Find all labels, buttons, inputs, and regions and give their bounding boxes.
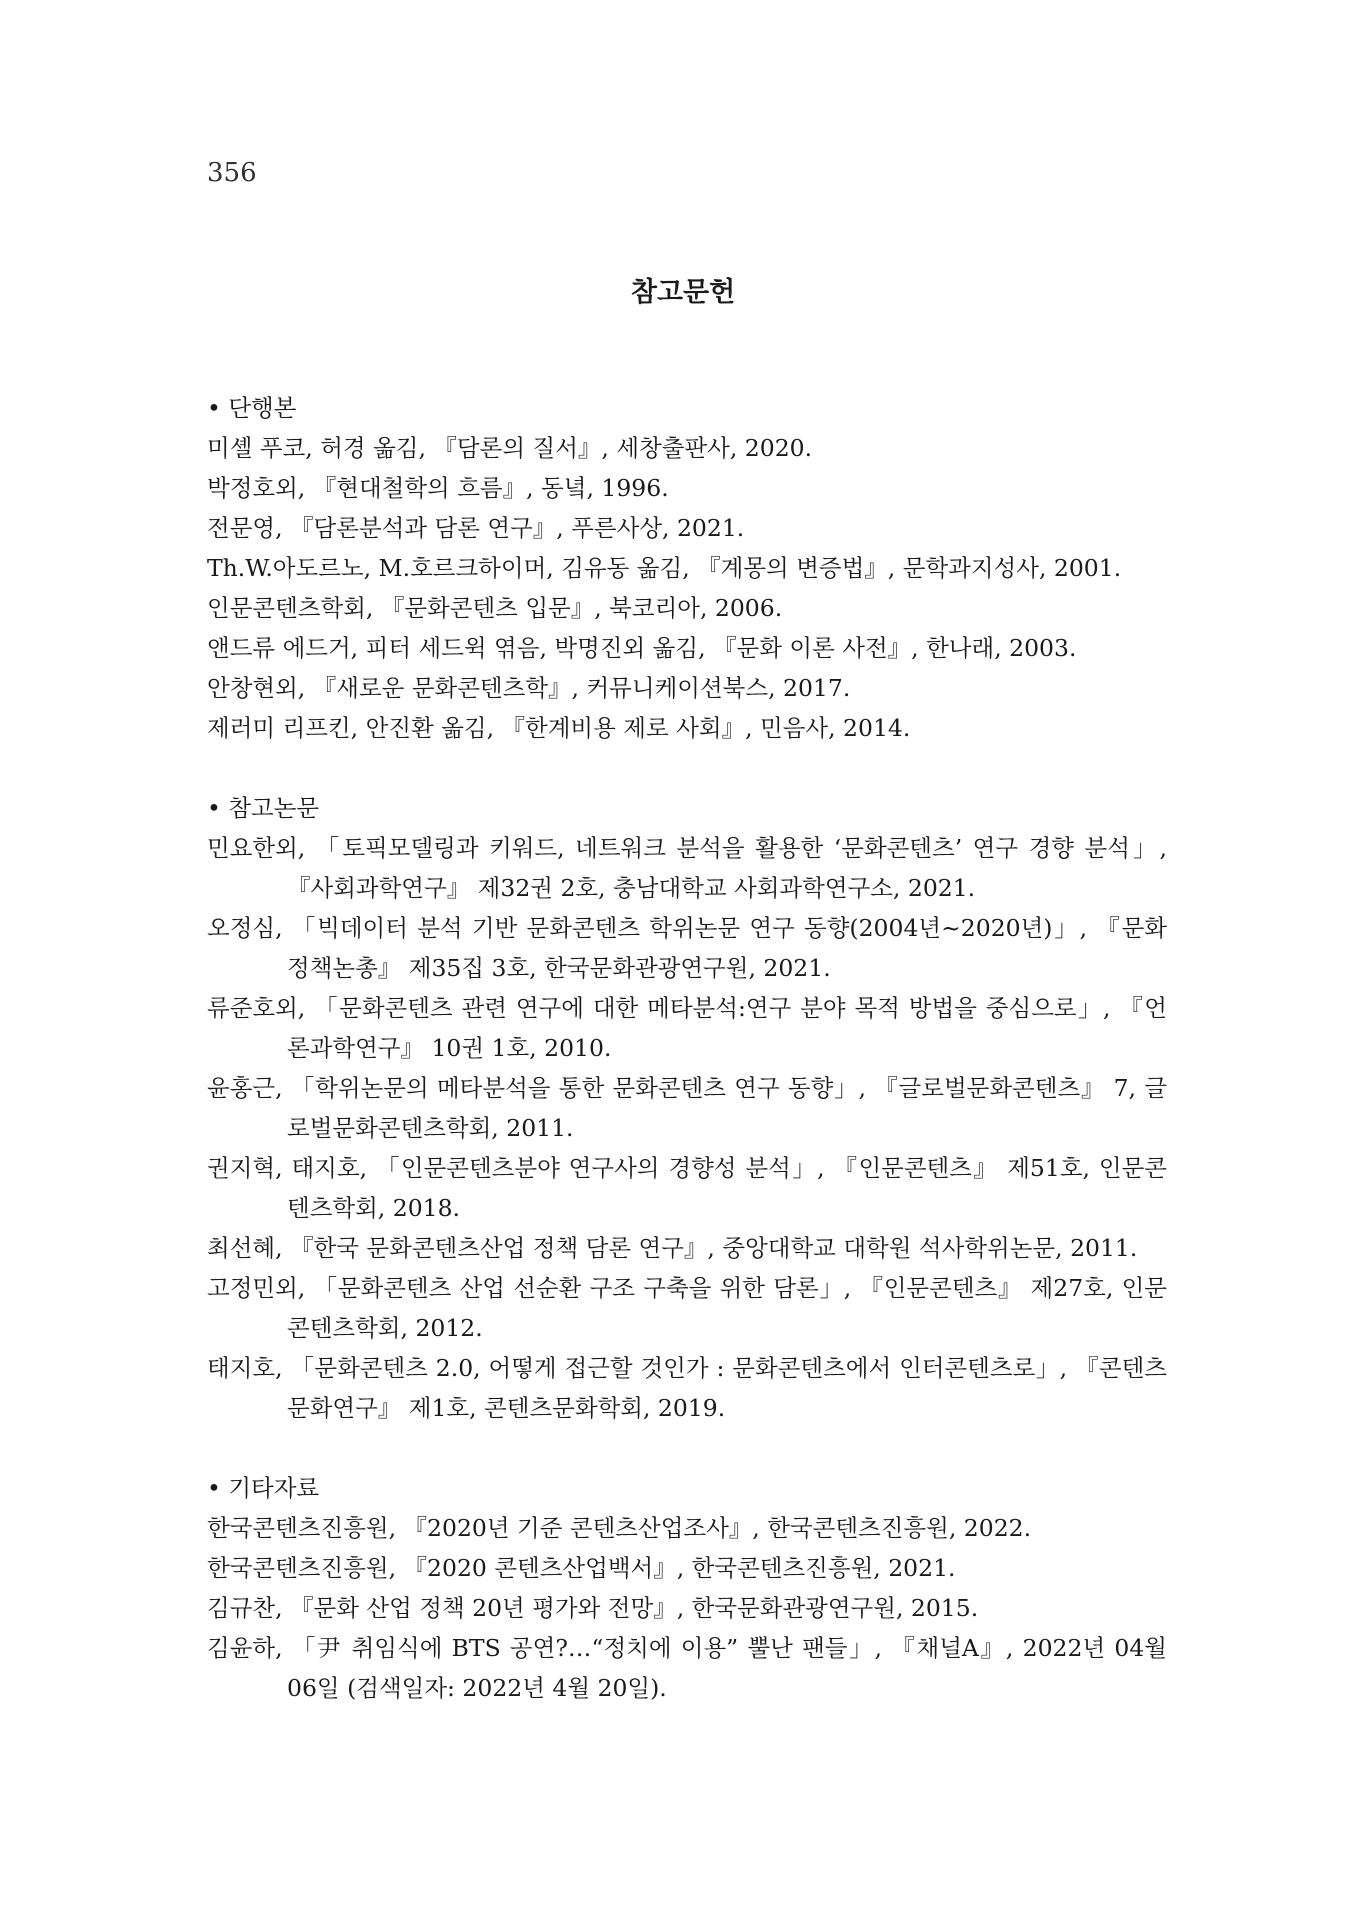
page-title: 참고문헌 [630, 277, 736, 308]
section-heading: • 참고논문 [207, 794, 320, 822]
reference-entry: 한국콘텐츠진흥원, 『2020년 기준 콘텐츠산업조사』, 한국콘텐츠진흥원, 2022. [207, 1514, 1032, 1542]
reference-entry: 윤홍근, 「학위논문의 메타분석을 통한 문화콘텐츠 연구 동향」, 『글로벌문화콘텐츠』 7, 글로벌문화콘텐츠학회, 2011. [207, 1074, 1167, 1142]
reference-entry: Th.W.아도르노, M.호르크하이머, 김유동 옮김, 『계몽의 변증법』, 문학과지성사, 2001. [207, 554, 1122, 582]
section-heading: • 기타자료 [207, 1474, 320, 1502]
section-papers [207, 788, 1167, 1428]
reference-entry: 박정호외, 『현대철학의 흐름』, 동녘, 1996. [207, 474, 669, 502]
references-content [207, 388, 1167, 1748]
reference-entry: 태지호, 「문화콘텐츠 2.0, 어떻게 접근할 것인가 : 문화콘텐츠에서 인터콘텐츠로」, 『콘텐츠문화연구』 제1호, 콘텐츠문화학회, 2019. [207, 1354, 1167, 1422]
page-number: 356 [207, 158, 257, 188]
reference-entry: 인문콘텐츠학회, 『문화콘텐츠 입문』, 북코리아, 2006. [207, 594, 783, 622]
reference-entry: 전문영, 『담론분석과 담론 연구』, 푸른사상, 2021. [207, 514, 745, 542]
section-heading: • 단행본 [207, 394, 297, 422]
section-monographs [207, 388, 1167, 748]
reference-entry: 류준호외, 「문화콘텐츠 관련 연구에 대한 메타분석:연구 분야 목적 방법을 중심으로」, 『언론과학연구』 10권 1호, 2010. [207, 994, 1167, 1062]
reference-entry: 최선혜, 『한국 문화콘텐츠산업 정책 담론 연구』, 중앙대학교 대학원 석사학위논문, 2011. [207, 1234, 1138, 1262]
reference-entry: 안창현외, 『새로운 문화콘텐츠학』, 커뮤니케이션북스, 2017. [207, 674, 851, 702]
reference-entry: 권지혁, 태지호, 「인문콘텐츠분야 연구사의 경향성 분석」, 『인문콘텐츠』 제51호, 인문콘텐츠학회, 2018. [207, 1154, 1167, 1222]
reference-entry: 김규찬, 『문화 산업 정책 20년 평가와 전망』, 한국문화관광연구원, 2015. [207, 1594, 979, 1622]
reference-entry: 한국콘텐츠진흥원, 『2020 콘텐츠산업백서』, 한국콘텐츠진흥원, 2021. [207, 1554, 956, 1582]
reference-entry: 앤드류 에드거, 피터 세드윅 엮음, 박명진외 옮김, 『문화 이론 사전』, 한나래, 2003. [207, 634, 1077, 662]
reference-list [207, 428, 1167, 748]
reference-list [207, 828, 1167, 1428]
reference-entry: 민요한외, 「토픽모델링과 키워드, 네트워크 분석을 활용한 ‘문화콘텐츠’ 연구 경향 분석」, 『사회과학연구』 제32권 2호, 충남대학교 사회과학연구소, 2021. [207, 834, 1167, 902]
reference-entry: 김윤하, 「尹 취임식에 BTS 공연?…“정치에 이용” 뿔난 팬들」, 『채널A』, 2022년 04월 06일 (검색일자: 2022년 4월 20일). [207, 1634, 1167, 1702]
reference-list [207, 1508, 1167, 1708]
reference-entry: 오정심, 「빅데이터 분석 기반 문화콘텐츠 학위논문 연구 동향(2004년~2020년)」, 『문화정책논총』 제35집 3호, 한국문화관광연구원, 2021. [207, 914, 1167, 982]
section-other-materials [207, 1468, 1167, 1708]
reference-entry: 고정민외, 「문화콘텐츠 산업 선순환 구조 구축을 위한 담론」, 『인문콘텐츠』 제27호, 인문콘텐츠학회, 2012. [207, 1274, 1167, 1342]
reference-entry: 미셸 푸코, 허경 옮김, 『담론의 질서』, 세창출판사, 2020. [207, 434, 813, 462]
reference-entry: 제러미 리프킨, 안진환 옮김, 『한계비용 제로 사회』, 민음사, 2014. [207, 714, 911, 742]
